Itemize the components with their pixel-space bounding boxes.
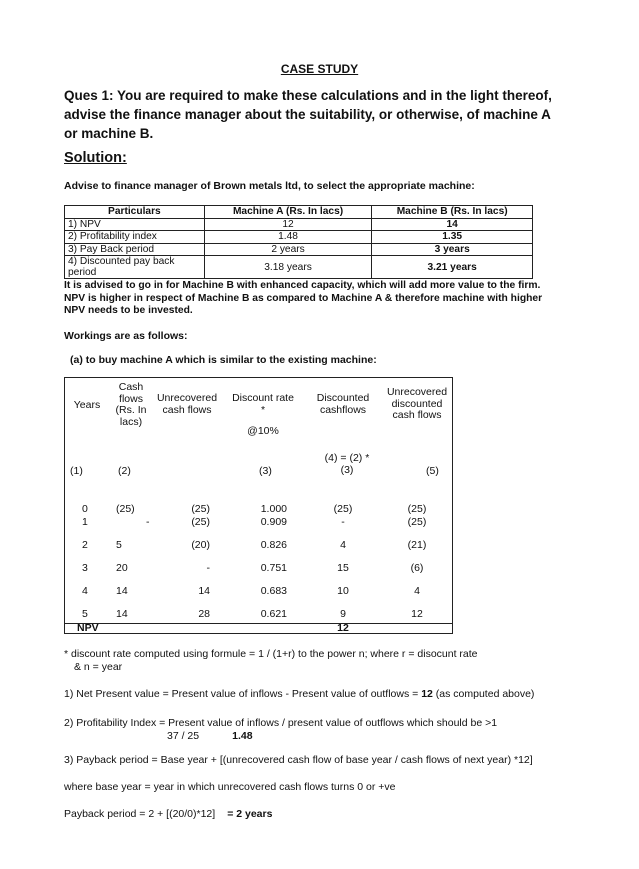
unrec-discounted-cell: 12 <box>411 608 423 620</box>
header-line: cash flows <box>162 403 212 416</box>
question-text: Ques 1: You are required to make these calculations and in the light thereof, advise the finance manager about the suitability, or otherwise, of machine A or machine B. <box>64 88 552 141</box>
machine-b-value: 1.35 <box>372 231 533 244</box>
discounted-cell: 4 <box>340 539 346 551</box>
note-line: * discount rate computed using formule = 1 / (1+r) to the power n; where r = disocunt rate <box>64 648 478 660</box>
rate-cell: 0.751 <box>260 562 287 574</box>
note-text: (as computed above) <box>432 688 535 700</box>
unrecovered-cell: (25) <box>191 503 210 515</box>
base-year-note: where base year = year in which unrecovered cash flows turns 0 or +ve <box>64 781 396 793</box>
discounted-cell: 9 <box>340 608 346 620</box>
summary-table <box>64 205 533 279</box>
workings-table <box>64 377 453 634</box>
cashflow-cell: 14 <box>116 585 128 597</box>
unrecovered-cell: 14 <box>198 585 210 597</box>
discounted-cell: 15 <box>337 562 349 574</box>
header-line: (Rs. In <box>115 404 147 416</box>
npv-divider <box>65 623 452 624</box>
header-particulars: Particulars <box>65 206 205 219</box>
machine-a-value: 3.18 years <box>204 256 372 279</box>
summary-row <box>65 243 533 256</box>
header-line: (4) = (2) * <box>324 452 370 464</box>
col-number: (3) <box>259 465 272 477</box>
note-line: & n = year <box>74 661 123 673</box>
header-line: discounted <box>391 397 443 410</box>
cashflow-cell: 5 <box>116 539 122 551</box>
unrecovered-cell: (20) <box>191 539 210 551</box>
header-unrecovered <box>153 393 221 416</box>
header-line: cashflows <box>319 403 367 416</box>
header-line: lacs) <box>119 415 143 428</box>
rate-cell: 0.826 <box>260 539 287 551</box>
payback-note: 3) Payback period = Base year + [(unrecovered cash flow of base year / cash flows of next year) *12] <box>64 754 533 766</box>
cashflow-cell: - <box>146 516 150 528</box>
rate-cell: 0.621 <box>260 608 287 620</box>
header-line: Discounted <box>316 392 370 404</box>
payback-result: = 2 years <box>227 808 273 820</box>
header-years: Years <box>73 399 101 411</box>
rate-cell: 1.000 <box>260 503 287 515</box>
header-discount-rate <box>225 393 301 438</box>
recommendation-paragraph: It is advised to go in for Machine B with enhanced capacity, which will add more value to the firm. NPV is higher in respect of Machine B as compared to Machine A & therefore machine with higher NPV needs to be invested. <box>64 280 543 316</box>
header-line: (3) <box>340 463 354 476</box>
pi-result: 1.48 <box>232 730 253 742</box>
page-title: CASE STUDY <box>280 62 359 76</box>
cashflow-cell: 14 <box>116 608 128 620</box>
year-cell: 0 <box>82 503 88 515</box>
npv-value: 12 <box>337 622 349 634</box>
header-discounted <box>309 393 377 416</box>
header-unrecovered-discounted <box>383 387 451 422</box>
workings-heading: Workings are as follows: <box>64 330 188 342</box>
header-line: cash flows <box>392 409 442 421</box>
payback-calc-note <box>64 808 272 821</box>
year-cell: 1 <box>82 516 88 528</box>
header-line: Unrecovered <box>156 392 218 404</box>
summary-header-row <box>65 206 533 219</box>
summary-row <box>65 218 533 231</box>
header-machine-a: Machine A (Rs. In lacs) <box>204 206 372 219</box>
year-cell: 4 <box>82 585 88 597</box>
unrec-discounted-cell: 4 <box>414 585 420 597</box>
note-text: 1) Net Present value = Present value of inflows - Present value of outflows = <box>64 688 422 700</box>
header-line: flows <box>119 392 143 405</box>
col-number: (1) <box>70 465 83 477</box>
header-line: Unrecovered <box>386 386 448 398</box>
header-line: Cash <box>118 381 144 393</box>
summary-row <box>65 231 533 244</box>
unrec-discounted-cell: (25) <box>407 503 427 515</box>
header-line: Discount rate <box>232 392 294 404</box>
row-label: 3) Pay Back period <box>65 243 205 256</box>
header-formula <box>309 453 385 476</box>
unrec-discounted-cell: (25) <box>407 516 427 528</box>
machine-a-value: 1.48 <box>204 231 372 244</box>
cashflow-cell: (25) <box>116 503 135 515</box>
row-label: 4) Discounted pay back period <box>65 256 205 279</box>
unrec-discounted-cell: (21) <box>407 539 427 551</box>
machine-b-value: 14 <box>372 218 533 231</box>
header-line: * <box>260 403 266 416</box>
discounted-cell: (25) <box>333 503 353 515</box>
npv-label: NPV <box>77 622 99 634</box>
pi-calc-line <box>64 730 497 743</box>
workings-subheading: (a) to buy machine A which is similar to the existing machine: <box>70 354 377 366</box>
summary-row <box>65 256 533 279</box>
rate-cell: 0.683 <box>260 585 287 597</box>
pi-note <box>64 717 497 743</box>
year-cell: 5 <box>82 608 88 620</box>
discount-formula-note <box>64 648 478 674</box>
payback-calc: Payback period = 2 + [(20/0)*12] <box>64 808 216 820</box>
unrecovered-cell: - <box>206 562 210 574</box>
row-label: 1) NPV <box>65 218 205 231</box>
note-line: 2) Profitability Index = Present value of inflows / present value of outflows which should be >1 <box>64 717 498 729</box>
col-number: (5) <box>426 465 439 477</box>
unrec-discounted-cell: (6) <box>410 562 424 574</box>
col-number: (2) <box>118 465 131 477</box>
solution-heading: Solution: <box>64 150 127 166</box>
machine-a-value: 2 years <box>204 243 372 256</box>
year-cell: 2 <box>82 539 88 551</box>
year-cell: 3 <box>82 562 88 574</box>
discounted-cell: - <box>341 516 345 528</box>
machine-a-value: 12 <box>204 218 372 231</box>
advise-line: Advise to finance manager of Brown metals ltd, to select the appropriate machine: <box>64 180 475 192</box>
pi-calc: 37 / 25 <box>167 730 200 742</box>
header-machine-b: Machine B (Rs. In lacs) <box>372 206 533 219</box>
machine-b-value: 3 years <box>372 243 533 256</box>
header-line: @10% <box>247 425 279 437</box>
npv-note <box>64 688 534 701</box>
rate-cell: 0.909 <box>260 516 287 528</box>
note-bold: 12 <box>421 688 433 700</box>
machine-b-value: 3.21 years <box>372 256 533 279</box>
header-cashflows <box>109 382 153 428</box>
cashflow-cell: 20 <box>116 562 128 574</box>
row-label: 2) Profitability index <box>65 231 205 244</box>
unrecovered-cell: 28 <box>198 608 210 620</box>
discounted-cell: 10 <box>337 585 349 597</box>
unrecovered-cell: (25) <box>191 516 210 528</box>
